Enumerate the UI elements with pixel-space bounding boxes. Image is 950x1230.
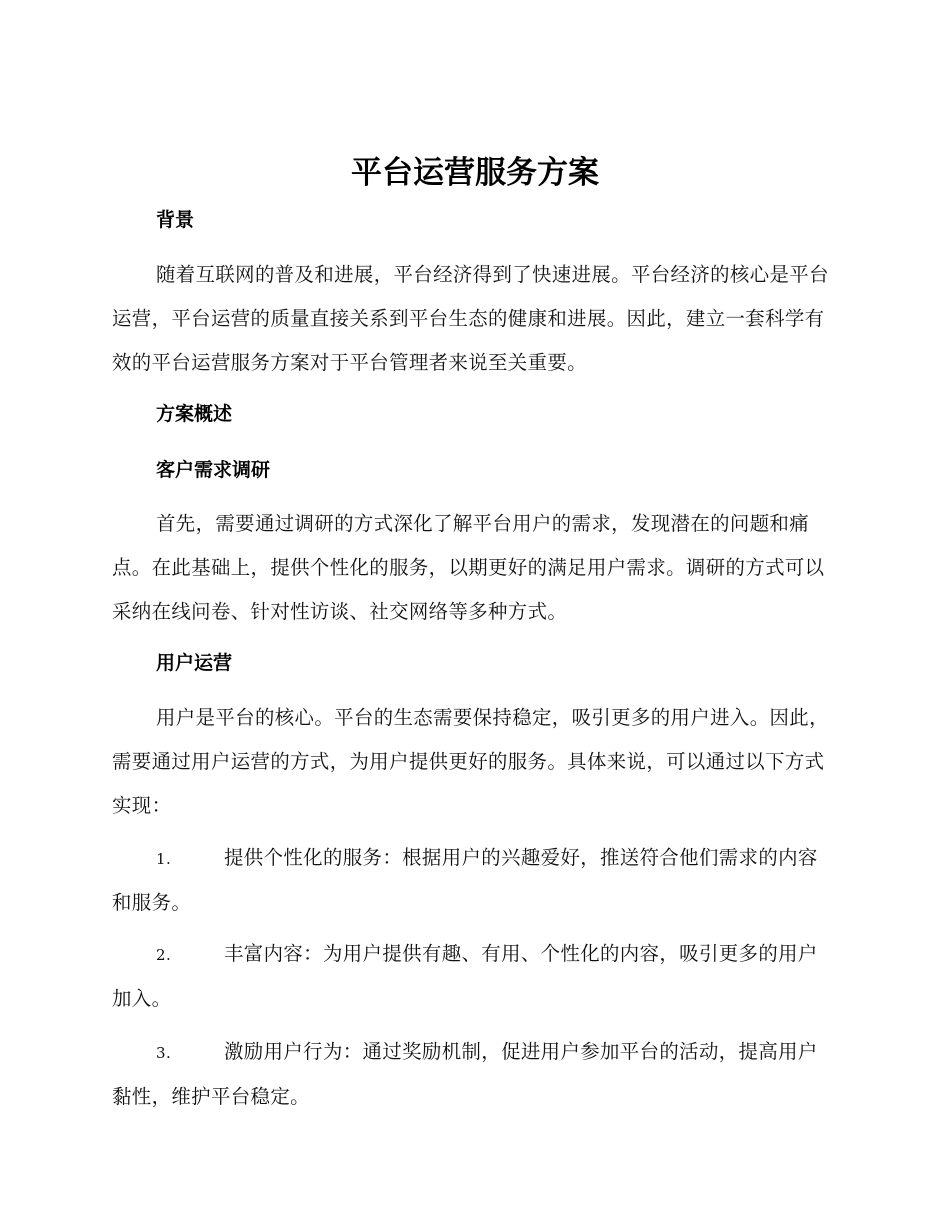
document-title: 平台运营服务方案 — [351, 155, 599, 191]
list-item-number: 3. — [156, 1044, 172, 1062]
list-item-text: 丰富内容：为用户提供有趣、有用、个性化的内容，吸引更多的用户加入。 — [112, 942, 818, 1010]
paragraph-user-ops: 用户是平台的核心。平台的生态需要保持稳定，吸引更多的用户进入。因此，需要通过用户运营的方式，为用户提供更好的服务。具体来说，可以通过以下方式实现： — [112, 706, 829, 817]
list-item — [112, 932, 832, 1021]
heading-background: 背景 — [156, 209, 195, 231]
list-item — [112, 836, 832, 925]
list-item-text: 提供个性化的服务：根据用户的兴趣爱好，推送符合他们需求的内容和服务。 — [112, 846, 818, 914]
paragraph-background: 随着互联网的普及和进展，平台经济得到了快速进展。平台经济的核心是平台运营，平台运营的质量直接关系到平台生态的健康和进展。因此，建立一套科学有效的平台运营服务方案对于平台管理者来说至关重要。 — [112, 263, 829, 374]
list-item-number: 1. — [156, 850, 172, 868]
list-item — [112, 1030, 832, 1119]
list-item-number: 2. — [156, 946, 172, 964]
heading-overview: 方案概述 — [156, 403, 233, 425]
heading-user-ops: 用户运营 — [156, 652, 233, 674]
paragraph-research: 首先，需要通过调研的方式深化了解平台用户的需求，发现潜在的问题和痛点。在此基础上，提供个性化的服务，以期更好的满足用户需求。调研的方式可以采纳在线问卷、针对性访谈、社交网络等多种方式。 — [112, 512, 825, 623]
heading-research: 客户需求调研 — [156, 459, 271, 481]
list-item-text: 激励用户行为：通过奖励机制，促进用户参加平台的活动，提高用户黏性，维护平台稳定。 — [112, 1040, 818, 1108]
